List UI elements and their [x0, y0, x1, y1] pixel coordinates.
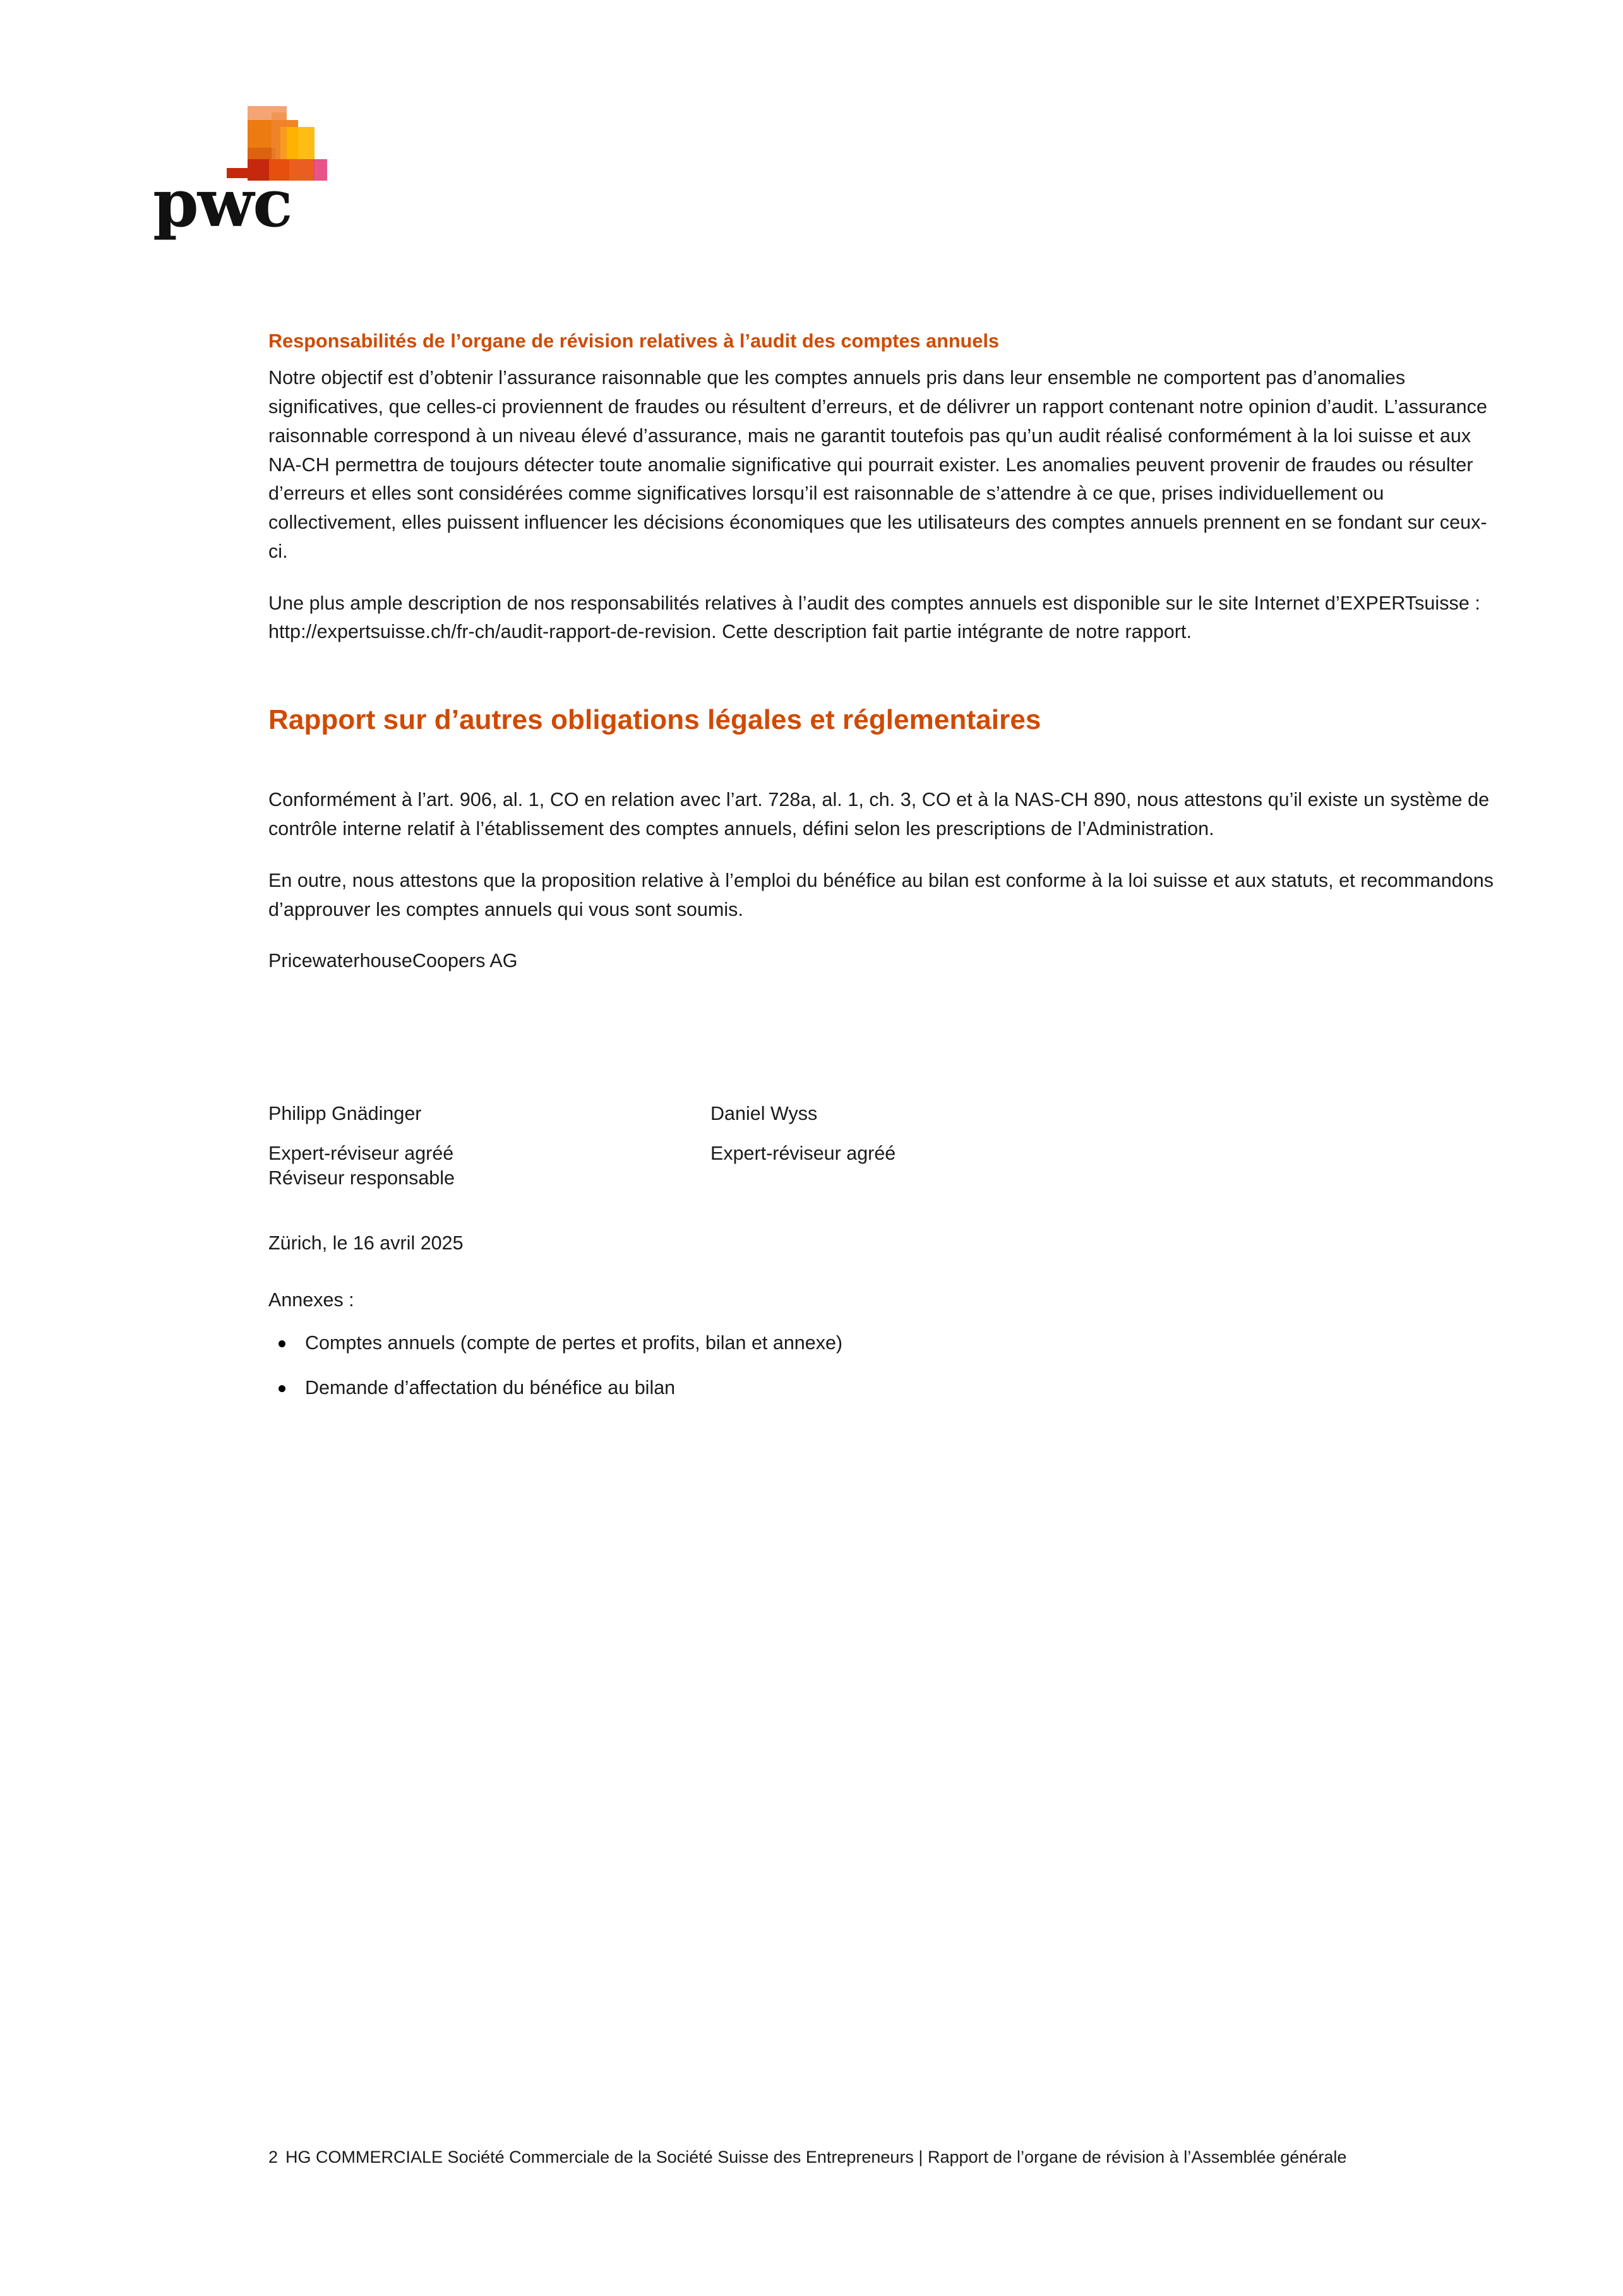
signatory-2: [710, 1100, 1153, 1191]
spacer-before-date: [268, 1191, 1503, 1229]
signatory-1-role: Réviseur responsable: [268, 1167, 455, 1189]
logo-block-magenta: [313, 159, 327, 181]
document-body: [268, 328, 1503, 1419]
annexes-list: [268, 1329, 1503, 1403]
signature-block: [268, 1100, 1503, 1191]
spacer-after-main-heading: [268, 738, 1503, 786]
pwc-logo: [153, 93, 346, 258]
annexes-label: Annexes :: [268, 1289, 354, 1311]
spacer-before-annexes: [268, 1258, 1503, 1286]
signatory-1-name: Philipp Gnädinger: [268, 1103, 422, 1125]
signatory-2-name: Daniel Wyss: [710, 1103, 818, 1125]
footer-page-number: 2: [268, 2148, 278, 2167]
pwc-wordmark: pwc: [153, 164, 292, 242]
paragraph-conformement-art-906: Conformément à l’art. 906, al. 1, CO en relation avec l’art. 728a, al. 1, ch. 3, CO et à la NAS-CH 890, nous attestons qu’il existe un système de contrôle interne relatif à l’établissement des comptes annuels, défini selon les prescriptions de l’Administration.: [268, 789, 1490, 840]
signature-space: [268, 976, 1503, 1100]
logo-block-overlay: [272, 112, 287, 159]
paragraph-en-outre-attestons: En outre, nous attestons que la proposition relative à l’emploi du bénéfice au bilan est conforme à la loi suisse et aux statuts, et recommandons d’approuver les comptes annuels qui vous sont soumis.: [268, 869, 1494, 920]
firm-name: PricewaterhouseCoopers AG: [268, 950, 518, 972]
paragraph-objectif-assurance: Notre objectif est d’obtenir l’assurance raisonnable que les comptes annuels pris dans leur ensemble ne comportent pas d’anomalies significatives, que celles-ci proviennent de fraudes ou résultent d’erreurs, et de délivrer un rapport contenant notre opinion d’audit. L’assurance raisonnable correspond à un niveau élevé d’assurance, mais ne garantit toutefois pas qu’un audit réalisé conformément à la loi suisse et aux NA-CH permettra de toujours détecter toute anomalie significative qui pourrait exister. Les anomalies peuvent provenir de fraudes ou résulter d’erreurs et elles sont considérées comme significatives lorsqu’il est raisonnable de s’attendre à ce que, prises individuellement ou collectivement, elles puissent influencer les décisions économiques que les utilisateurs des comptes annuels prennent en se fondant sur ceux-ci.: [268, 367, 1487, 562]
signatory-2-title: Expert-réviseur agréé: [710, 1142, 896, 1164]
signatory-1-title: Expert-réviseur agréé: [268, 1142, 454, 1164]
spacer-before-main-heading: [268, 670, 1503, 702]
list-item: Demande d’affectation du bénéfice au bilan: [268, 1374, 1503, 1403]
heading-responsabilites-organe-revision: Responsabilités de l’organe de révision relatives à l’audit des comptes annuels: [268, 330, 1000, 352]
list-item: Comptes annuels (compte de pertes et profits, bilan et annexe): [268, 1329, 1503, 1358]
page-footer: [268, 2145, 1503, 2169]
paragraph-description-expertsuisse: Une plus ample description de nos responsabilités relatives à l’audit des comptes annuels est disponible sur le site Internet d’EXPERTsuisse : http://expertsuisse.ch/fr-ch/audit-rapport-de-revision. Cette description fait partie intégrante de notre rapport.: [268, 592, 1480, 643]
place-and-date: Zürich, le 16 avril 2025: [268, 1232, 464, 1254]
signatory-1: [268, 1100, 710, 1191]
footer-text: HG COMMERCIALE Société Commerciale de la Société Suisse des Entrepreneurs | Rapport de l’organe de révision à l’Assemblée générale: [285, 2148, 1347, 2167]
heading-rapport-autres-obligations: Rapport sur d’autres obligations légales et réglementaires: [268, 704, 1041, 735]
